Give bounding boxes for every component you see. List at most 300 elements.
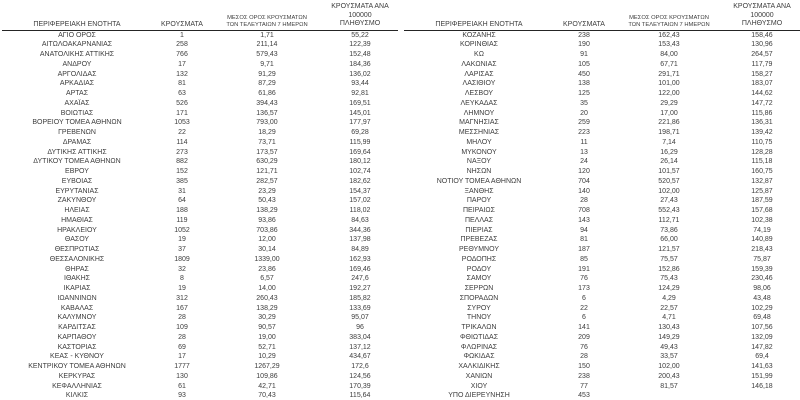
region-cell: ΘΕΣΣΑΛΟΝΙΚΗΣ: [49, 255, 105, 263]
cases-cell: 94: [580, 226, 588, 234]
region-cell: ΣΑΜΟΥ: [466, 275, 492, 283]
cases-cell: 24: [580, 158, 588, 166]
avg7-cell: 42,71: [258, 382, 276, 390]
per100k-cell: 147,72: [751, 99, 773, 107]
avg7-cell: 93,86: [258, 216, 276, 224]
region-cell: ΛΑΡΙΣΑΣ: [464, 70, 494, 78]
region-cell: ΚΑΣΤΟΡΙΑΣ: [57, 343, 97, 351]
avg7-cell: 211,14: [256, 41, 278, 49]
avg7-cell: 75,43: [660, 275, 678, 283]
avg7-cell: 26,14: [660, 158, 678, 166]
avg7-cell: 23,29: [258, 187, 276, 195]
region-cell: ΚΕΑΣ - ΚΥΘΝΟΥ: [50, 353, 104, 361]
col-header-per100k: [724, 2, 800, 30]
table-row: [404, 362, 800, 372]
per100k-cell: 55,22: [351, 31, 369, 39]
cases-cell: 150: [578, 363, 590, 370]
cases-cell: 1: [180, 31, 184, 39]
avg7-cell: 102,00: [658, 363, 680, 370]
region-cell: ΦΛΩΡΙΝΑΣ: [460, 343, 498, 351]
cases-cell: 69: [178, 343, 186, 351]
table-body-left: [2, 30, 398, 400]
avg7-cell: 4,71: [662, 314, 676, 322]
per100k-cell: 124,56: [349, 372, 371, 380]
region-cell: ΝΑΞΟΥ: [466, 158, 492, 166]
table-row: [2, 118, 398, 128]
table-row: [2, 216, 398, 226]
per100k-cell: 84,89: [351, 246, 369, 253]
per100k-cell: 115,86: [751, 109, 773, 117]
table-row: [2, 70, 398, 80]
table-row: [404, 284, 800, 294]
region-cell: ΔΡΑΜΑΣ: [62, 138, 92, 146]
cases-cell: 32: [178, 265, 186, 273]
table-row: [404, 255, 800, 265]
avg7-cell: 793,00: [256, 119, 278, 127]
table-row: [404, 40, 800, 50]
region-cell: ΙΘΑΚΗΣ: [64, 275, 90, 283]
region-cell: ΠΕΛΛΑΣ: [464, 216, 494, 224]
per100k-cell: 102,38: [751, 216, 773, 224]
col-header-cases: [554, 2, 614, 30]
per100k-cell: 69,48: [753, 314, 771, 322]
region-cell: ΣΥΡΟΥ: [467, 304, 491, 312]
region-cell: ΘΕΣΠΡΩΤΙΑΣ: [54, 246, 100, 253]
cases-cell: 223: [578, 129, 590, 136]
region-cell: ΚΙΛΚΙΣ: [65, 392, 89, 400]
cases-cell: 17: [178, 353, 186, 361]
region-cell: ΑΡΓΟΛΙΔΑΣ: [57, 70, 97, 78]
per100k-cell: 151,99: [751, 372, 773, 380]
region-cell: ΡΟΔΟΠΗΣ: [461, 255, 497, 263]
per100k-cell: 96: [356, 324, 364, 331]
cases-cell: 105: [578, 60, 590, 68]
per100k-cell: 98,06: [753, 285, 771, 292]
avg7-cell: 90,57: [258, 324, 276, 331]
per100k-cell: 182,62: [349, 177, 371, 185]
region-cell: ΛΕΥΚΑΔΑΣ: [460, 99, 498, 107]
avg7-cell: 27,43: [660, 197, 678, 205]
avg7-cell: 520,57: [658, 177, 680, 185]
table-row: [404, 372, 800, 382]
region-cell: ΚΟΖΑΝΗΣ: [462, 31, 496, 39]
cases-cell: 526: [176, 99, 188, 107]
table-row: [404, 304, 800, 314]
avg7-cell: 18,29: [258, 129, 276, 136]
avg7-cell: 7,14: [662, 138, 676, 146]
table-row: [2, 323, 398, 333]
per100k-cell: 169,64: [349, 148, 371, 156]
region-cell: ΚΕΡΚΥΡΑΣ: [58, 372, 96, 380]
cases-cell: 6: [582, 314, 586, 322]
cases-cell: 171: [176, 109, 188, 117]
table-row: [2, 313, 398, 323]
col-header-region-label: ΠΕΡΙΦΕΡΕΙΑΚΗ ΕΝΟΤΗΤΑ: [33, 20, 121, 28]
region-cell: ΤΡΙΚΑΛΩΝ: [461, 324, 497, 331]
table-row: [404, 177, 800, 187]
cases-cell: 85: [580, 255, 588, 263]
avg7-cell: 112,71: [658, 216, 680, 224]
per100k-cell: 132,87: [751, 177, 773, 185]
table-row: [2, 187, 398, 197]
col-header-per100k-line2: ΠΛΗΘΥΣΜΟ: [339, 20, 381, 27]
col-header-avg7-line2: ΤΩΝ ΤΕΛΕΥΤΑΙΩΝ 7 ΗΜΕΡΩΝ: [226, 21, 308, 28]
region-cell: ΚΑΡΠΑΘΟΥ: [57, 333, 97, 341]
per100k-cell: 170,39: [349, 382, 371, 390]
cases-cell: 93: [178, 392, 186, 400]
per100k-cell: [724, 391, 800, 400]
region-cell: ΑΓΙΟ ΟΡΟΣ: [58, 31, 96, 39]
region-cell: ΚΕΝΤΡΙΚΟΥ ΤΟΜΕΑ ΑΘΗΝΩΝ: [28, 363, 126, 370]
region-cell: ΑΡΤΑΣ: [65, 90, 89, 97]
per100k-cell: 169,46: [349, 265, 371, 273]
cases-cell: 120: [578, 168, 590, 175]
avg7-cell: 703,86: [256, 226, 278, 234]
region-cell: ΝΟΤΙΟΥ ΤΟΜΕΑ ΑΘΗΝΩΝ: [436, 177, 522, 185]
table-row: [404, 294, 800, 304]
table-row: [404, 196, 800, 206]
cases-cell: 173: [578, 285, 590, 292]
avg7-cell: 630,29: [256, 158, 278, 166]
cases-cell: 76: [580, 275, 588, 283]
avg7-cell: 162,43: [658, 31, 680, 39]
cases-cell: 28: [178, 333, 186, 341]
per100k-cell: 117,79: [751, 60, 773, 68]
col-header-region: [404, 2, 554, 30]
cases-cell: 19: [178, 285, 186, 292]
per100k-cell: 172,6: [351, 363, 369, 370]
table-row: [2, 138, 398, 148]
per100k-cell: 187,59: [751, 197, 773, 205]
avg7-cell: 282,57: [256, 177, 278, 185]
table-row: [404, 60, 800, 70]
region-cell: ΚΩ: [474, 51, 484, 58]
per100k-cell: 137,98: [349, 236, 371, 244]
avg7-cell: 30,14: [258, 246, 276, 253]
per100k-cell: 192,27: [349, 285, 371, 292]
cases-cell: 312: [176, 294, 188, 302]
avg7-cell: 91,29: [258, 70, 276, 78]
per100k-cell: 115,99: [349, 138, 371, 146]
region-cell: ΚΑΒΑΛΑΣ: [60, 304, 94, 312]
per100k-cell: 218,43: [751, 246, 773, 253]
per100k-cell: 157,02: [349, 197, 371, 205]
per100k-cell: 180,12: [349, 158, 371, 166]
avg7-cell: 87,29: [258, 80, 276, 88]
per100k-cell: 137,12: [349, 343, 371, 351]
table-row: [404, 138, 800, 148]
per100k-cell: 145,01: [349, 109, 371, 117]
table-row: [404, 206, 800, 216]
table-row: [404, 352, 800, 362]
avg7-cell: 136,57: [256, 109, 278, 117]
region-cell: ΛΕΣΒΟΥ: [464, 90, 494, 97]
table-row: [404, 128, 800, 138]
cases-cell: 81: [178, 80, 186, 88]
table-row: [2, 245, 398, 255]
table-row: [2, 391, 398, 400]
table-row: [404, 50, 800, 60]
region-cell: ΕΥΡΥΤΑΝΙΑΣ: [55, 187, 99, 195]
table-row: [2, 157, 398, 167]
cases-cell: 141: [578, 324, 590, 331]
cases-cell: 63: [178, 90, 186, 97]
region-cell: ΗΛΕΙΑΣ: [64, 207, 90, 214]
per100k-cell: 133,69: [349, 304, 371, 312]
table-row: [2, 382, 398, 392]
cases-cell: 22: [580, 304, 588, 312]
col-header-cases: [152, 2, 212, 30]
table-row: [2, 109, 398, 119]
avg7-cell: 260,43: [256, 294, 278, 302]
table-row: [2, 304, 398, 314]
table-row: [2, 99, 398, 109]
avg7-cell: 552,43: [658, 207, 680, 214]
table-row: [2, 30, 398, 40]
table-row: [2, 79, 398, 89]
col-header-per100k-line1: ΚΡΟΥΣΜΑΤΑ ΑΝΑ 100000: [331, 3, 389, 19]
per100k-cell: 157,68: [751, 207, 773, 214]
region-cell: ΜΥΚΟΝΟΥ: [461, 148, 497, 156]
table-row: [2, 255, 398, 265]
avg7-cell: 1,71: [260, 31, 274, 39]
cases-cell: 61: [178, 382, 186, 390]
region-cell: ΙΩΑΝΝΙΝΩΝ: [57, 294, 97, 302]
per100k-cell: 110,75: [751, 138, 773, 146]
avg7-cell: 73,86: [660, 226, 678, 234]
per100k-cell: 93,44: [351, 80, 369, 88]
region-cell: ΘΗΡΑΣ: [65, 265, 89, 273]
table-row: [404, 226, 800, 236]
region-cell: ΘΑΣΟΥ: [64, 236, 90, 244]
table-row: [404, 235, 800, 245]
table-row: [404, 167, 800, 177]
per100k-cell: 84,63: [351, 216, 369, 224]
per100k-cell: 141,63: [751, 363, 773, 370]
per100k-cell: 107,56: [751, 324, 773, 331]
col-header-avg7-line2: ΤΩΝ ΤΕΛΕΥΤΑΙΩΝ 7 ΗΜΕΡΩΝ: [628, 21, 710, 28]
per100k-cell: 169,51: [349, 99, 371, 107]
region-cell: ΗΡΑΚΛΕΙΟΥ: [57, 226, 97, 234]
cases-cell: 132: [176, 70, 188, 78]
cases-cell: 453: [578, 392, 590, 400]
avg7-cell: 121,71: [256, 168, 278, 175]
per100k-cell: 147,82: [751, 343, 773, 351]
per100k-cell: 146,18: [751, 382, 773, 390]
table-row: [2, 89, 398, 99]
cases-cell: 28: [178, 314, 186, 322]
cases-cell: 6: [582, 294, 586, 302]
region-cell: ΤΗΝΟΥ: [466, 314, 492, 322]
table-row: [2, 148, 398, 158]
avg7-cell: 12,00: [258, 236, 276, 244]
region-cell: ΜΕΣΣΗΝΙΑΣ: [458, 129, 500, 136]
per100k-cell: 115,64: [349, 392, 371, 400]
cases-cell: 35: [580, 99, 588, 107]
per100k-cell: 74,19: [753, 226, 771, 234]
table-row: [404, 70, 800, 80]
avg7-cell: 121,57: [658, 246, 680, 253]
table-row: [404, 30, 800, 40]
per100k-cell: 177,97: [349, 119, 371, 127]
per100k-cell: 344,36: [349, 226, 371, 234]
table-row: [2, 294, 398, 304]
cases-cell: 258: [176, 41, 188, 49]
per100k-cell: 69,28: [351, 129, 369, 136]
cases-cell: 13: [580, 148, 588, 156]
table-row: [2, 284, 398, 294]
cases-cell: 76: [580, 343, 588, 351]
cases-cell: 130: [176, 372, 188, 380]
avg7-cell: 394,43: [256, 99, 278, 107]
avg7-cell: 6,57: [260, 275, 274, 283]
per100k-cell: 136,31: [751, 119, 773, 127]
table-row: [2, 167, 398, 177]
region-cell: ΦΩΚΙΔΑΣ: [463, 353, 495, 361]
cases-cell: 152: [176, 168, 188, 175]
table-row: [2, 362, 398, 372]
region-cell: ΠΡΕΒΕΖΑΣ: [460, 236, 498, 244]
per100k-cell: 160,75: [751, 168, 773, 175]
region-cell: ΖΑΚΥΝΘΟΥ: [57, 197, 97, 205]
cases-cell: 273: [176, 148, 188, 156]
col-header-per100k-line1: ΚΡΟΥΣΜΑΤΑ ΑΝΑ 100000: [733, 3, 791, 19]
cases-cell: 188: [176, 207, 188, 214]
region-cell: ΑΝΑΤΟΛΙΚΗΣ ΑΤΤΙΚΗΣ: [39, 51, 115, 58]
table-row: [2, 196, 398, 206]
col-header-avg7: [614, 2, 724, 30]
col-header-region-label: ΠΕΡΙΦΕΡΕΙΑΚΗ ΕΝΟΤΗΤΑ: [435, 20, 523, 28]
region-cell: ΡΕΘΥΜΝΟΥ: [458, 246, 499, 253]
cases-cell: 19: [178, 236, 186, 244]
avg7-cell: 29,29: [660, 99, 678, 107]
per100k-cell: 125,87: [751, 187, 773, 195]
per100k-cell: 139,42: [751, 129, 773, 136]
per100k-cell: 159,39: [751, 265, 773, 273]
region-cell: ΚΑΡΔΙΤΣΑΣ: [58, 324, 96, 331]
table-row: [404, 79, 800, 89]
region-cell: ΞΑΝΘΗΣ: [464, 187, 494, 195]
avg7-cell: 9,71: [260, 60, 274, 68]
cases-cell: 64: [178, 197, 186, 205]
per100k-cell: 132,09: [751, 333, 773, 341]
cases-cell: 114: [176, 138, 188, 146]
region-cell: ΕΥΒΟΙΑΣ: [61, 177, 93, 185]
avg7-cell: 14,00: [258, 285, 276, 292]
avg7-cell: 17,00: [660, 109, 678, 117]
region-cell: ΜΑΓΝΗΣΙΑΣ: [459, 119, 499, 127]
table-row: [404, 343, 800, 353]
avg7-cell: 101,00: [658, 80, 680, 88]
cases-cell: 1809: [174, 255, 190, 263]
per100k-cell: 115,18: [751, 158, 773, 166]
cases-cell: 11: [580, 138, 588, 146]
cases-cell: 238: [578, 372, 590, 380]
cases-cell: 28: [580, 197, 588, 205]
cases-cell: 704: [578, 177, 590, 185]
cases-cell: 140: [578, 187, 590, 195]
table-row: [404, 333, 800, 343]
avg7-cell: 122,00: [658, 90, 680, 97]
avg7-cell: 1339,00: [254, 255, 280, 263]
avg7-cell: 50,43: [258, 197, 276, 205]
avg7-cell: 23,86: [258, 265, 276, 273]
table-row: [2, 265, 398, 275]
table-row: [404, 99, 800, 109]
per100k-cell: 102,29: [751, 304, 773, 312]
per100k-cell: 183,07: [751, 80, 773, 88]
region-cell: ΒΟΙΩΤΙΑΣ: [60, 109, 94, 117]
cases-cell: 882: [176, 158, 188, 166]
region-cell: ΗΜΑΘΙΑΣ: [61, 216, 93, 224]
avg7-cell: 124,29: [658, 285, 680, 292]
region-cell: ΧΑΛΚΙΔΙΚΗΣ: [458, 363, 500, 370]
table-row: [2, 352, 398, 362]
avg7-cell: 138,29: [256, 207, 278, 214]
avg7-cell: 16,29: [660, 148, 678, 156]
region-cell: ΦΘΙΩΤΙΔΑΣ: [459, 333, 499, 341]
col-header-cases-label: ΚΡΟΥΣΜΑΤΑ: [563, 20, 605, 28]
per100k-cell: 69,4: [755, 353, 769, 361]
region-cell: ΒΟΡΕΙΟΥ ΤΟΜΕΑ ΑΘΗΝΩΝ: [32, 119, 122, 127]
cases-cell: 37: [178, 246, 186, 253]
avg7-cell: 61,86: [258, 90, 276, 97]
cases-cell: 450: [578, 70, 590, 78]
per100k-cell: 95,07: [351, 314, 369, 322]
per100k-cell: 140,89: [751, 236, 773, 244]
cases-cell: 91: [580, 51, 588, 58]
cases-cell: 708: [578, 207, 590, 214]
region-cell: ΑΙΤΩΛΟΑΚΑΡΝΑΝΙΑΣ: [41, 41, 113, 49]
region-cell: ΓΡΕΒΕΝΩΝ: [58, 129, 96, 136]
avg7-cell: 81,57: [660, 382, 678, 390]
cases-cell: 187: [578, 246, 590, 253]
cases-cell: 259: [578, 119, 590, 127]
region-cell: ΥΠΟ ΔΙΕΡΕΥΝΗΣΗ: [448, 392, 510, 400]
cases-cell: 8: [180, 275, 184, 283]
avg7-cell: 138,29: [256, 304, 278, 312]
table-row: [2, 50, 398, 60]
per100k-cell: 144,62: [751, 90, 773, 97]
avg7-cell: 1267,29: [254, 363, 280, 370]
region-cell: ΙΚΑΡΙΑΣ: [63, 285, 91, 292]
avg7-cell: 153,43: [658, 41, 680, 49]
avg7-cell: 66,00: [660, 236, 678, 244]
cases-cell: 17: [178, 60, 186, 68]
per100k-cell: 184,36: [349, 60, 371, 68]
table-row: [2, 128, 398, 138]
region-cell: ΠΑΡΟΥ: [466, 197, 492, 205]
region-cell: ΧΑΝΙΩΝ: [465, 372, 493, 380]
cases-cell: 167: [176, 304, 188, 312]
regional-table-left: [2, 2, 398, 400]
table-row: [404, 109, 800, 119]
cases-cell: 385: [176, 177, 188, 185]
per100k-cell: 75,87: [753, 255, 771, 263]
table-row: [2, 372, 398, 382]
table-row: [404, 391, 800, 400]
col-header-per100k: [322, 2, 398, 30]
table-row: [2, 206, 398, 216]
table-header: [404, 2, 800, 30]
region-cell: ΣΕΡΡΩΝ: [464, 285, 494, 292]
table-row: [404, 323, 800, 333]
region-cell: ΚΕΦΑΛΛΗΝΙΑΣ: [52, 382, 102, 390]
per100k-cell: 128,28: [751, 148, 773, 156]
col-header-per100k-line2: ΠΛΗΘΥΣΜΟ: [741, 20, 783, 27]
col-header-region: [2, 2, 152, 30]
region-cell: ΑΝΔΡΟΥ: [62, 60, 92, 68]
